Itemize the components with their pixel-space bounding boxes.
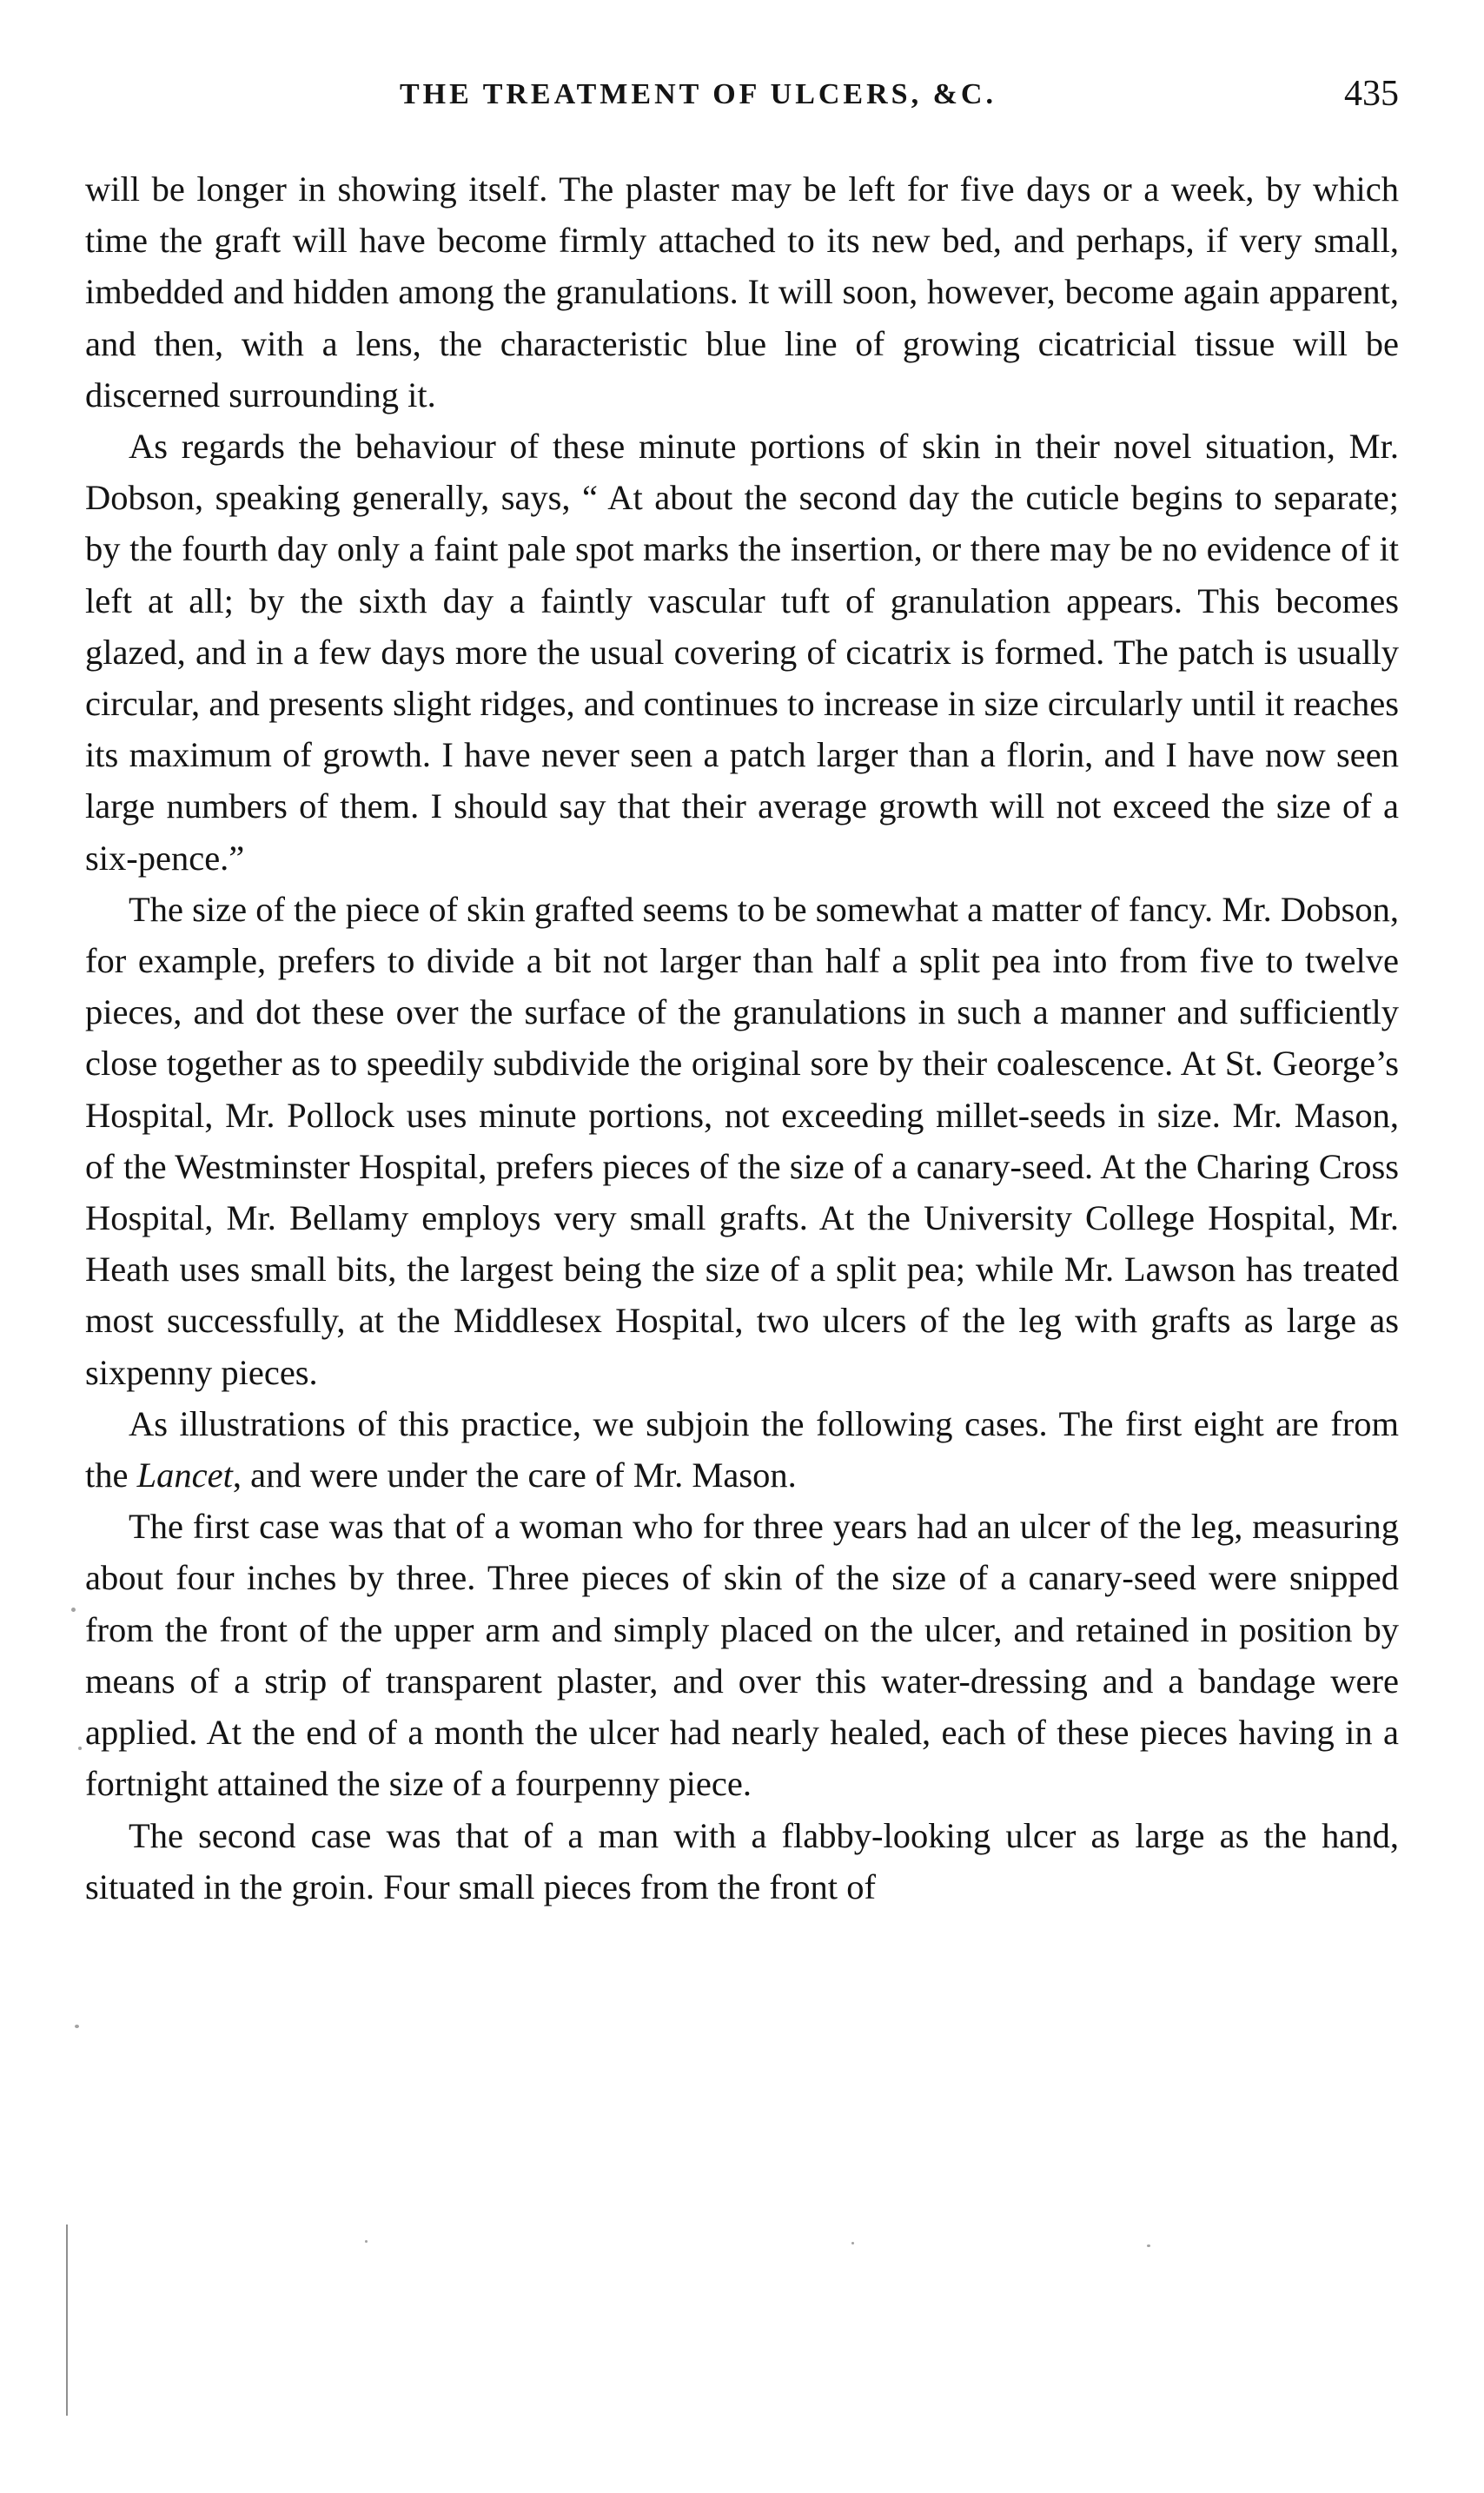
running-head <box>87 73 1399 125</box>
paragraph-illustrations <box>85 1398 1399 1501</box>
margin-mark <box>66 2224 68 2416</box>
paragraph-continued: will be longer in showing itself. The plaster may be left for five days or a week, by which time the graft will have become firmly attached to its new bed, and perhaps, if very small, imbedded and hidden among the granulations. It will soon, however, become again apparent, and then, with a lens, the characteristic blue line of growing cicatricial tissue will be discerned surrounding it. <box>85 169 1399 414</box>
ink-speck <box>78 1747 82 1750</box>
lancet-title: Lancet <box>136 1455 233 1495</box>
paragraph-second-case: The second case was that of a man with a flabby-looking ulcer as large as the hand, situated in the groin. Four small pieces from the front of <box>85 1815 1399 1906</box>
running-title: THE TREATMENT OF ULCERS, &C. <box>400 78 997 110</box>
paragraph-first-case: The first case was that of a woman who for three years had an ulcer of the leg, measuring about four inches by three. Three pieces of skin of the size of a canary-seed were snipped from the front of the upper arm and simply placed on the ulcer, and retained in position by means of a strip of transparent plaster, and over this water-dressing and a bandage were applied. At the end of a month the ulcer had nearly healed, each of these pieces having in a fortnight attained the size of a fourpenny piece. <box>85 1507 1399 1804</box>
ink-speck <box>851 2242 854 2244</box>
paragraph-dobson-quote: As regards the behaviour of these minute portions of skin in their novel situation, Mr. Dobson, speaking generally, says, “ At about the second day the cuticle begins to separate; by the fourth day only a faint pale spot marks the insertion, or there may be no evidence of it left at all; by the sixth day a faintly vascular tuft of granulation appears. This becomes glazed, and in a few days more the usual covering of cicatrix is formed. The patch is usually circular, and presents slight ridges, and continues to increase in size circularly until it reaches its maximum of growth. I have never seen a patch larger than a florin, and I have now seen large numbers of them. I should say that their average growth will not exceed the size of a six-pence.” <box>85 427 1399 878</box>
illustrations-text-before: As illustrations of this practice, we subjoin the following cases. The first eight are from the <box>85 1403 1399 1495</box>
body-text <box>85 163 1399 1913</box>
ink-speck <box>75 2025 79 2028</box>
ink-speck <box>71 1608 76 1612</box>
ink-speck <box>365 2240 368 2243</box>
ink-speck <box>1147 2244 1150 2247</box>
illustrations-text-after: , and were under the care of Mr. Mason. <box>232 1455 797 1495</box>
page-number: 435 <box>1344 74 1399 114</box>
paragraph-graft-size: The size of the piece of skin grafted seems to be somewhat a matter of fancy. Mr. Dobson, for example, prefers to divide a bit not larger than half a split pea into from five to twelve pieces, and dot these over the surface of the granulations in such a manner and sufficiently close together as to speedily subdivide the original sore by their coalescence. At St. George’s Hospital, Mr. Pollock uses minute portions, not exceeding millet-seeds in size. Mr. Mason, of the Westminster Hospital, prefers pieces of the size of a canary-seed. At the Charing Cross Hospital, Mr. Bellamy employs very small grafts. At the University College Hospital, Mr. Heath uses small bits, the largest being the size of a split pea; while Mr. Lawson has treated most successfully, at the Middlesex Hospital, two ulcers of the leg with grafts as large as sixpenny pieces. <box>85 889 1399 1392</box>
